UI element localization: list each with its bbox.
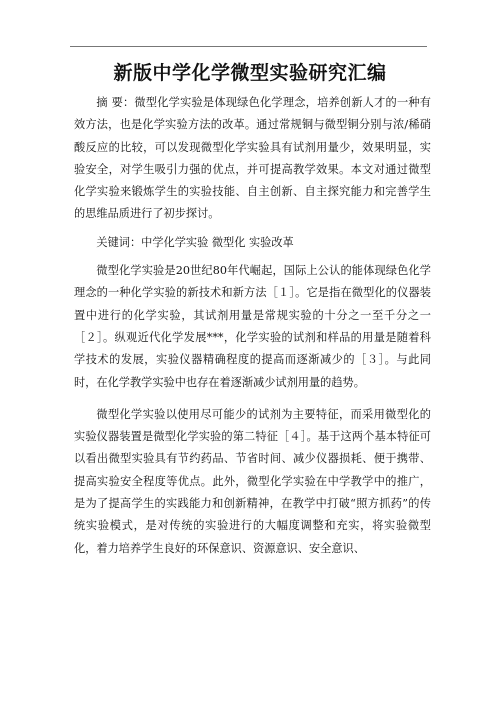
document-body (74, 92, 431, 560)
abstract-paragraph: 摘 要：微型化学实验是体现绿色化学理念，培养创新人才的一种有效方法，也是化学实验方法的改革。通过常规铜与微型铜分别与浓/稀硝酸反应的比较，可以发现微型化学实验具有试剂用量少，效果明显，实验安全，对学生吸引力强的优点，并可提高教学效果。本文对通过微型化学实验来锻炼学生的实验技能、自主创新、自主探究能力和完善学生的思维品质进行了初步探讨。 (74, 96, 431, 221)
document-title: 新版中学化学微型实验研究汇编 (113, 62, 387, 84)
header-rule (70, 46, 427, 47)
keywords-paragraph: 关键词：中学化学实验 微型化 实验改革 (96, 235, 294, 249)
body-paragraph-2: 微型化学实验以使用尽可能少的试剂为主要特征，而采用微型化的实验仪器装置是微型化学实验的第二特征［４］。基于这两个基本特征可以看出微型实验具有节约药品、节省时间、减少仪器损耗、便于携带、提高实验安全程度等优点。此外，微型化学实验在中学教学中的推广，是为了提高学生的实践能力和创新精神，在教学中打破“照方抓药”的传统实验模式，是对传统的实验进行的大幅度调整和充实，将实验微型化，着力培养学生良好的环保意识、资源意识、安全意识、 (74, 407, 431, 555)
body-paragraph-1: 微型化学实验是20世纪80年代崛起，国际上公认的能体现绿色化学理念的一种化学实验的新技术和新方法［１］。它是指在微型化的仪器装置中进行的化学实验，其试剂用量是常规实验的十分之一至千分之一［２］。纵观近代化学发展***，化学实验的试剂和样品的用量是随着科学技术的发展，实验仪器精确程度的提高而逐渐减少的［３］。与此同时，在化学教学实验中也存在着逐渐减少试剂用量的趋势。 (74, 264, 431, 389)
